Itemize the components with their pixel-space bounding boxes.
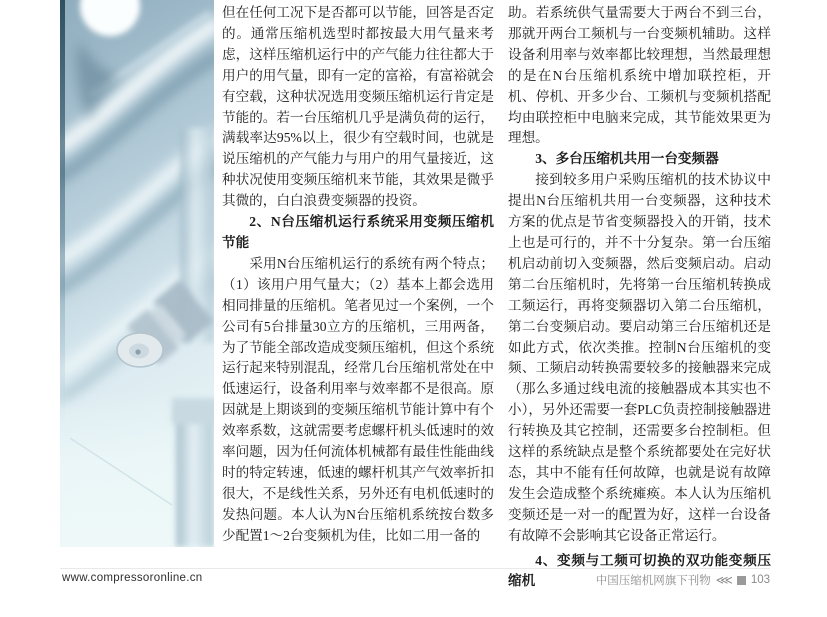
triple-chevron-icon: ⋘ xyxy=(715,573,732,587)
section-heading-2: 2、N台压缩机运行系统采用变频压缩机节能 xyxy=(222,214,494,250)
footer-website-url: www.compressoronline.cn xyxy=(62,572,203,584)
text-column-right xyxy=(508,3,771,592)
section-heading-3: 3、多台压缩机共用一台变频器 xyxy=(535,151,719,167)
screw-rotor-art xyxy=(60,0,214,547)
paragraph: 接到较多用户采购压缩机的技术协议中提出N台压缩机共用一台变频器，这种技术方案的优点是节省变频器投入的开销，技术上也是可行的，并不十分复杂。第一台压缩机启动前切入变频器，然后变频启动。启动第二台压缩机时，先将第一台压缩机转换成工频运行，再将变频器切入第二台压缩机，第二台变频启动。要启动第三台压缩机还是如此方式，依次类推。控制N台压缩机的变频、工频启动转换需要较多的接触器来完成（那么多通过线电流的接触器成本其实也不小），另外还需要一套PLC负责控制接触器进行转换及其它控制，还需要多台控制柜。但这样的系统缺点是整个系统都要处在完好状态，其中不能有任何故障，也就是说有故障发生会造成整个系统瘫痪。本人认为压缩机变频还是一对一的配置为好，这样一台设备有故障不会影响其它设备正常运行。 xyxy=(508,172,771,543)
footer-publication-label: 中国压缩机网旗下刊物 xyxy=(595,575,711,587)
paragraph: 助。若系统供气量需要大于两台不到三台，那就开两台工频机与一台变频机辅助。这样设备利用率与效率都比较理想，当然最理想的是在N台压缩机系统中增加联控柜，开机、停机、开多少台、工频机与变频机搭配均由联控柜中电脑来完成，其节能效果更为理想。 xyxy=(508,5,771,146)
paragraph: 采用N台压缩机运行的系统有两个特点；（1）该用户用气量大；（2）基本上都会选用相同排量的压缩机。笔者见过一个案例，一个公司有5台排量30立方的压缩机，三用两备，为了节能全部改造成变频压缩机，但这个系统运行起来特别混乱，经常几台压缩机常处在中低速运行，设备利用率与效率都不是很高。原因就是上期谈到的变频压缩机节能计算中有个效率系数，这就需要考虑螺杆机头低速时的效率问题，因为任何流体机械都有最佳性能曲线时的特定转速，低速的螺杆机其产气效率折扣很大，不是线性关系，另外还有电机低速时的发热问题。本人认为N台压缩机系统按台数多少配置1～2台变频机为佳，比如二用一备的 xyxy=(222,255,494,543)
footer-divider xyxy=(60,568,770,569)
paragraph: 但在任何工况下是否都可以节能，回答是否定的。通常压缩机选型时都按最大用气量来考虑，这样压缩机运行中的产气能力往往都大于用户的用气量，即有一定的富裕，有富裕就会有空载，这种状况选用变频压缩机运行肯定是节能的。若一台压缩机几乎是满负荷的运行，满载率达95%以上，很少有空载时间，也就是说压缩机的产气能力与用户的用气量接近，这种状况使用变频压缩机来节能，其效果是微乎其微的，白白浪费变频器的投资。 xyxy=(222,5,494,209)
section-heading-4: 4、变频与工频可切换的双功能变频压缩机 xyxy=(508,552,771,589)
page-number: 103 xyxy=(750,574,770,586)
footer-publication-info xyxy=(596,572,770,588)
screw-rotor-photo xyxy=(60,0,214,547)
page-marker-square-icon xyxy=(737,576,746,585)
text-column-left xyxy=(222,3,494,547)
